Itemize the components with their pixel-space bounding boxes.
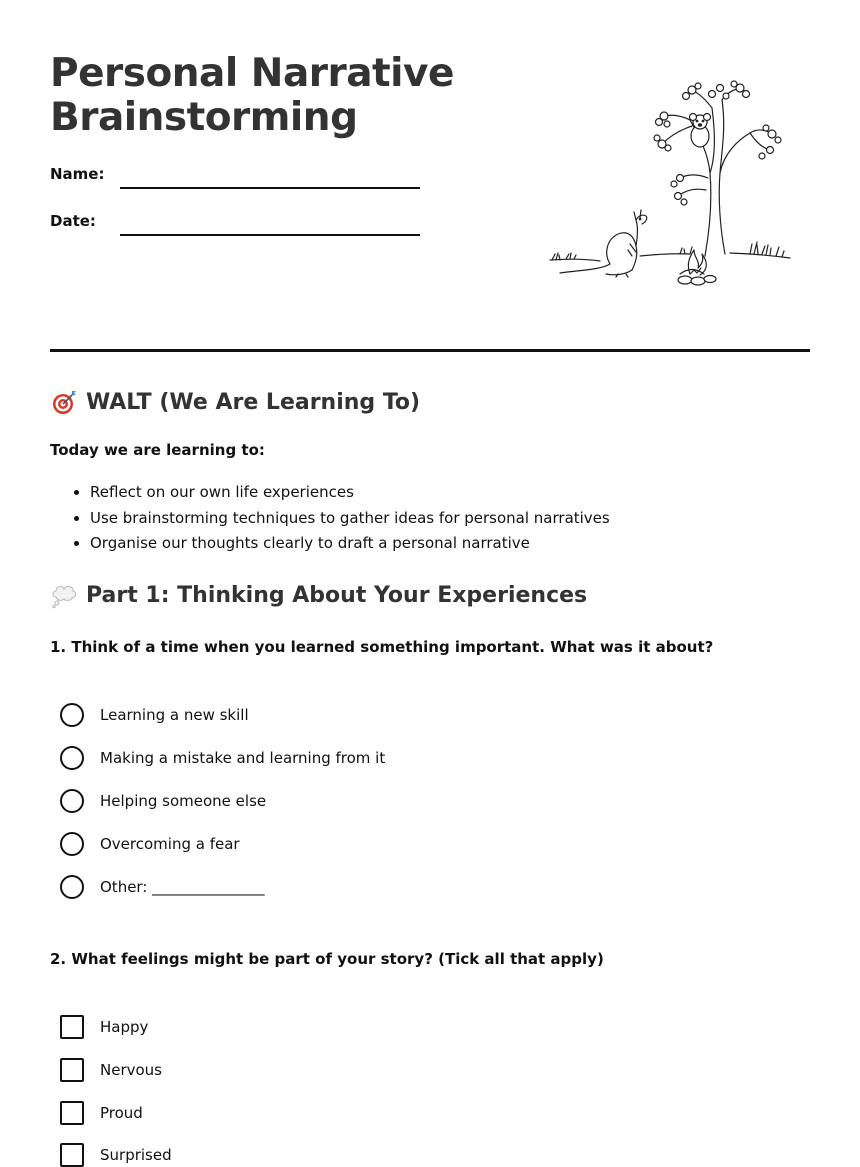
q1-option-helping[interactable] [60,789,266,813]
option-label: Other: _______________ [100,878,265,896]
checkbox[interactable] [60,1058,84,1082]
date-field[interactable] [120,234,420,236]
header-divider [50,349,810,352]
radio-button[interactable] [60,746,84,770]
q1-option-new-skill[interactable] [60,703,249,727]
checkbox[interactable] [60,1143,84,1167]
radio-button[interactable] [60,789,84,813]
walt-heading [50,388,420,416]
name-label: Name: [50,165,105,183]
checkbox[interactable] [60,1015,84,1039]
target-icon [50,388,78,416]
checkbox[interactable] [60,1101,84,1125]
title-line-2: Brainstorming [50,95,358,140]
option-label: Overcoming a fear [100,835,240,853]
q2-option-happy[interactable] [60,1015,148,1039]
thought-bubble-icon [50,581,78,609]
list-item: • Reflect on our own life experiences [90,480,610,506]
q1-option-mistake[interactable] [60,746,385,770]
page-title [50,52,454,140]
radio-button[interactable] [60,875,84,899]
radio-button[interactable] [60,703,84,727]
option-label: Helping someone else [100,792,267,810]
q1-option-fear[interactable] [60,832,240,856]
q2-option-nervous[interactable] [60,1058,162,1082]
walt-heading-text: WALT (We Are Learning To) [86,389,421,415]
option-label: Nervous [100,1061,162,1079]
walt-list [50,480,610,557]
option-label: Making a mistake and learning from it [100,749,386,767]
date-label: Date: [50,212,96,230]
name-field[interactable] [120,187,420,189]
list-item: • Use brainstorming techniques to gather ideas for personal narratives [90,506,610,532]
part1-heading-text: Part 1: Thinking About Your Experiences [86,582,588,608]
question-2: 2. What feelings might be part of your story? (Tick all that apply) [50,950,604,968]
kangaroo-koala-tree-illustration [540,78,800,298]
option-label: Proud [100,1104,143,1122]
option-label: Surprised [100,1146,172,1164]
q1-option-other[interactable] [60,875,265,899]
question-1: 1. Think of a time when you learned something important. What was it about? [50,638,714,656]
q2-option-proud[interactable] [60,1101,143,1125]
q2-option-surprised[interactable] [60,1143,172,1167]
option-label: Happy [100,1018,149,1036]
radio-button[interactable] [60,832,84,856]
list-item: • Organise our thoughts clearly to draft a personal narrative [90,531,610,557]
walt-intro: Today we are learning to: [50,441,265,459]
part1-heading [50,581,587,609]
option-label: Learning a new skill [100,706,249,724]
title-line-1: Personal Narrative [50,51,454,96]
